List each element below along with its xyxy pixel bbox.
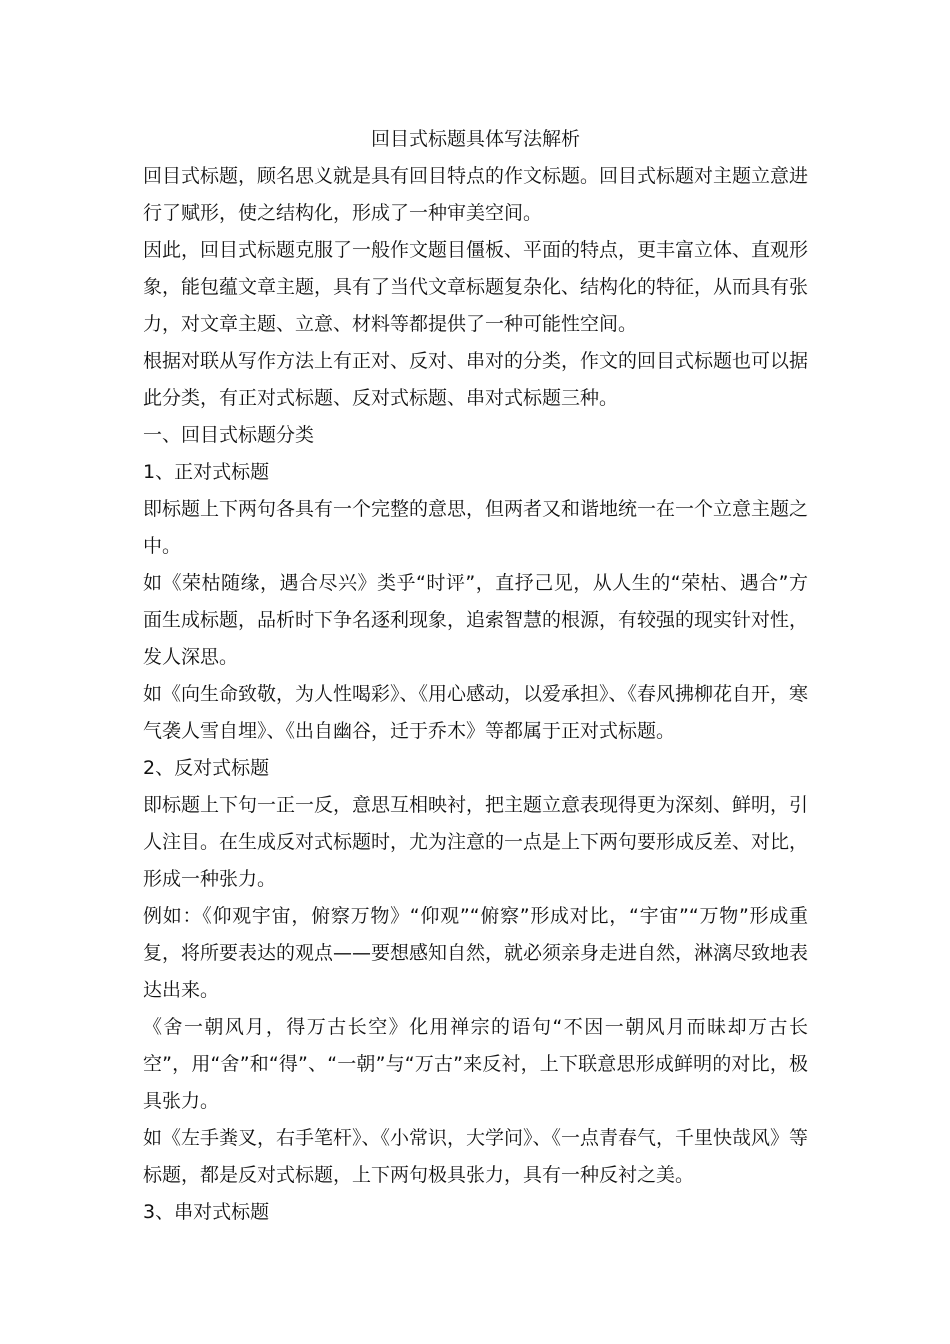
document-title: 回目式标题具体写法解析 <box>370 128 580 150</box>
paragraph-contrast-definition: 即标题上下句一正一反，意思互相映衬，把主题立意表现得更为深刻、鲜明，引人注目。在生成反对式标题时，尤为注意的一点是上下两句要形成反差、对比，形成一种张力。 <box>143 794 809 890</box>
document-body <box>143 124 808 1231</box>
paragraph-parallel-definition: 即标题上下两句各具有一个完整的意思，但两者又和谐地统一在一个立意主题之中。 <box>143 498 809 557</box>
paragraph-parallel-example-2: 如《向生命致敬，为人性喝彩》、《用心感动，以爱承担》、《春风拂柳花自开，寒气袭人雪自埋》、《出自幽谷，迁于乔木》等都属于正对式标题。 <box>143 683 809 742</box>
paragraph-contrast-example-3: 如《左手粪叉，右手笔杆》、《小常识，大学问》、《一点青春气，千里快哉风》等标题，都是反对式标题，上下两句极具张力，具有一种反衬之美。 <box>143 1127 809 1186</box>
paragraph-contrast-example-1: 例如：《仰观宇宙，俯察万物》“仰观”“俯察”形成对比，“宇宙”“万物”形成重复，将所要表达的观点——要想感知自然，就必须亲身走进自然，淋漓尽致地表达出来。 <box>143 905 809 1001</box>
paragraph-intro: 回目式标题，顾名思义就是具有回目特点的作文标题。回目式标题对主题立意进行了赋形，使之结构化，形成了一种审美空间。 <box>143 165 809 224</box>
subheading-serial: 3、串对式标题 <box>143 1201 270 1223</box>
paragraph-contrast-example-2: 《舍一朝风月，得万古长空》化用禅宗的语句“不因一朝风月而昧却万古长空”，用“舍”和“得”、“一朝”与“万古”来反衬，上下联意思形成鲜明的对比，极具张力。 <box>143 1016 808 1112</box>
paragraph-parallel-example-1: 如《荣枯随缘，遇合尽兴》类乎“时评”，直抒己见，从人生的“荣枯、遇合”方面生成标题，品析时下争名逐利现象，追索智慧的根源，有较强的现实针对性，发人深思。 <box>143 572 809 668</box>
paragraph-advantage: 因此，回目式标题克服了一般作文题目僵板、平面的特点，更丰富立体、直观形象，能包蕴文章主题，具有了当代文章标题复杂化、结构化的特征，从而具有张力，对文章主题、立意、材料等都提供了一种可能性空间。 <box>143 239 809 335</box>
subheading-parallel: 1、正对式标题 <box>143 461 270 483</box>
paragraph-classification: 根据对联从写作方法上有正对、反对、串对的分类，作文的回目式标题也可以据此分类，有正对式标题、反对式标题、串对式标题三种。 <box>143 350 809 409</box>
section-heading-classification: 一、回目式标题分类 <box>143 424 315 446</box>
subheading-contrast: 2、反对式标题 <box>143 757 270 779</box>
